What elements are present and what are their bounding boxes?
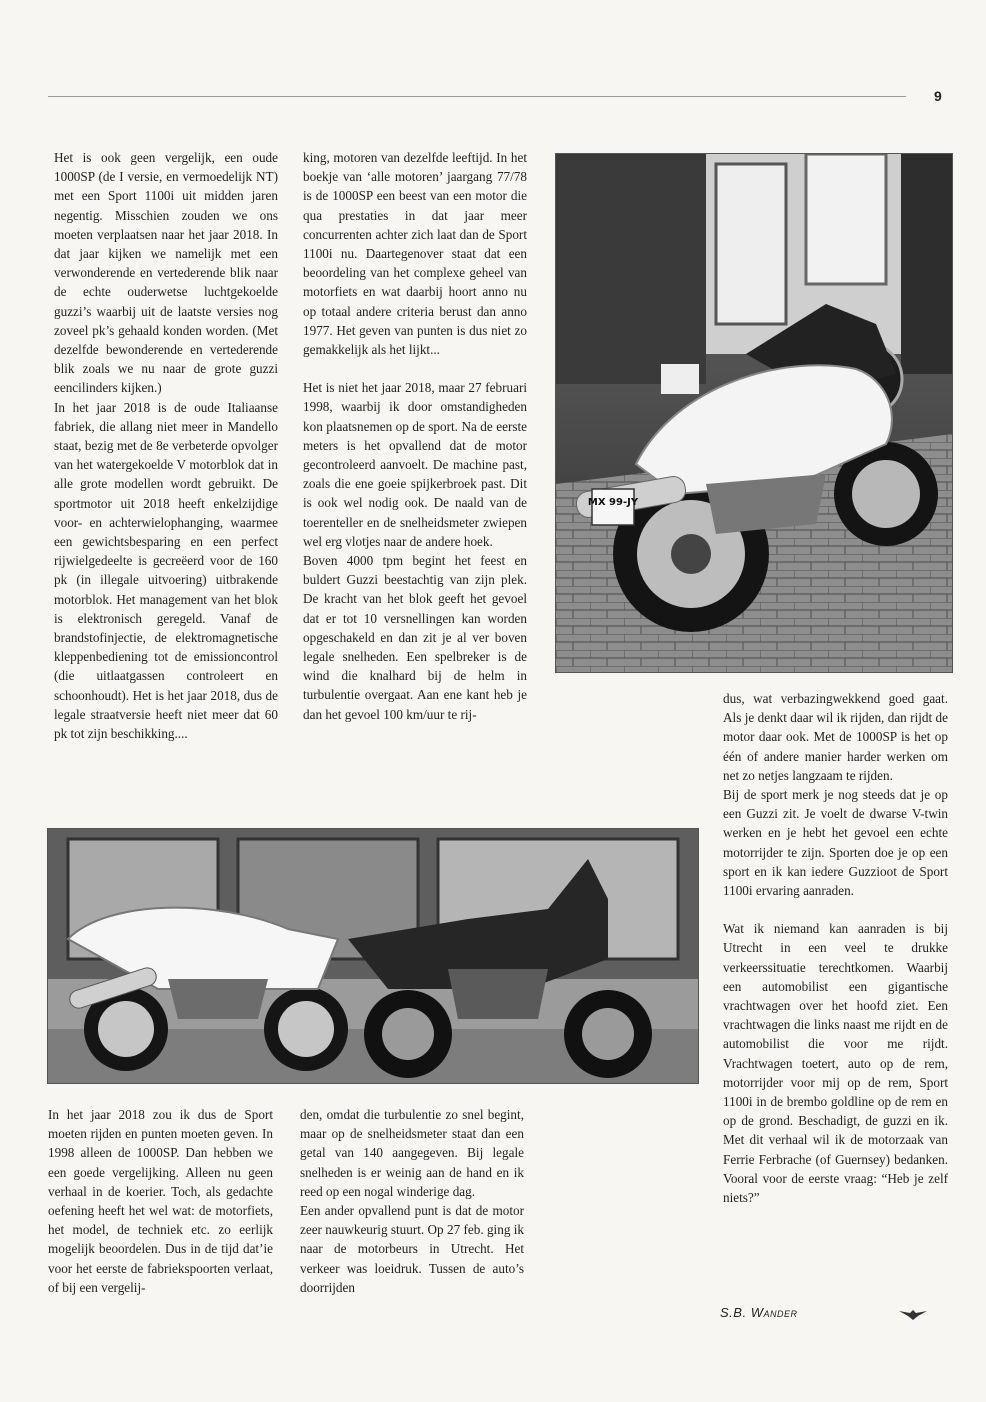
column-4 <box>48 1105 273 1297</box>
column-1 <box>54 148 278 743</box>
paragraph: Het is niet het jaar 2018, maar 27 februari 1998, waarbij ik door omstandigheden kon plaatsnemen op de sport. Na de eerste meters is het opvallend dat de motor gecontroleerd aanvoelt. De machine past, zoals die ene goeie spijkerbroek past. Dit is ook wel nodig ook. De naald van de toerenteller en de snelheidsmeter zwiepen wel erg vlotjes naar de andere hoek. <box>303 380 527 549</box>
paragraph: In het jaar 2018 is de oude Italiaanse fabriek, die allang niet meer in Mandello staat, bezig met de 8e verbeterde opvolger van het watergekoelde V motorblok dat in alle grote modellen wordt gebruikt. De sportmotor uit 2018 heeft enkelzijdige voor- en achterwielophanging, waarmee een gewichtsbesparing en een perfect rijwielgedeelte is gecreëerd voor de 160 pk (in illegale uitvoering) uitbrakende motorblok. Het management van het blok is elektronisch geregeld. Vanaf de brandstofinjectie, de elektromagnetische kleppenbediening tot de emissioncontrol (die uitlaatgassen controleert en schoonhoudt). Het is het jaar 2018, dus de legale straatversie heeft niet meer dat 60 pk tot zijn beschikking.... <box>54 399 278 742</box>
paragraph: Boven 4000 tpm begint het feest en buldert Guzzi beestachtig van zijn plek. De kracht van het blok geeft het gevoel dat er tot 10 versnellingen kan worden opgeschakeld en dan zit je al ver boven legale snelheden. Een spelbreker is de wind die knalhard bij de helm in turbulentie overgaat. Aan ene kant heb je dan het gevoel 100 km/uur te rij- <box>303 553 527 722</box>
page-number: 9 <box>934 88 942 104</box>
front-plate: MX 99-JY <box>587 497 639 508</box>
author-name: Wander <box>750 1305 798 1320</box>
photo-two-guzzis <box>47 828 699 1084</box>
photo-sport-1100i-parked <box>555 153 953 673</box>
author-initials: S.B. <box>720 1305 747 1320</box>
paragraph: Het is ook geen vergelijk, een oude 1000SP (de I versie, en vermoedelijk NT) met een Sport 1100i uit midden jaren negentig. Misschien zouden we ons moeten verplaatsen naar het jaar 2018. In dat jaar kijken we namelijk met een verwonderende en vertederende blik naar de echte ouderwetse luchtgekoelde guzzi’s waarbij uit de laatste versies nog zoveel pk’s gehaald konden worden. (Met dezelfde bewonderende en vertederende blik zoals we nu naar de grote guzzi eencilinders kijken.) <box>54 150 278 396</box>
paragraph: Bij de sport merk je nog steeds dat je op een Guzzi zit. Je voelt de dwarse V-twin werken en je hebt het gevoel een echte motorrijder te zijn. Sporten doe je op een sport en ik kan iedere Guzzioot de Sport 1100i ervaring aanraden. <box>723 787 948 899</box>
column-3 <box>723 689 948 1207</box>
paragraph: king, motoren van dezelfde leeftijd. In het boekje van ‘alle motoren’ jaargang 77/78 is de 1000SP een beest van een motor die qua prestaties in dat jaar meer concurrenten achter zich laat dan de Sport 1100i nu. Daartegenover staat dat een beoordeling van het complexe geheel van motorfiets en wat daarbij hoort anno nu op totaal andere criteria berust dan anno 1977. Het geven van punten is dus niet zo gemakkelijk als het lijkt... <box>303 150 527 358</box>
rear-plate <box>661 364 699 394</box>
paragraph: In het jaar 2018 zou ik dus de Sport moeten rijden en punten moeten geven. In 1998 alleen de 1000SP. Dan hebben we een goede vergelijking. Alleen nu geen verhaal in de koerier. Toch, als gedachte oefening heeft het wel wat: de motorfiets, het model, de techniek etc. zo eerlijk mogelijk beoordelen. Dus in de tijd dat’ie voor het eerste de fabriekspoorten verlaat, of bij een vergelij- <box>48 1107 273 1295</box>
column-2 <box>303 148 527 724</box>
eagle-logo-icon <box>898 1308 928 1327</box>
author-signature <box>720 1305 797 1320</box>
header-rule <box>48 96 906 97</box>
column-5 <box>300 1105 524 1297</box>
paragraph: dus, wat verbazingwekkend goed gaat. Als je denkt daar wil ik rijden, dan rijdt de motor daar ook. Met de 1000SP is het op één of andere manier harder werken om net zo netjes langzaam te rijden. <box>723 691 948 783</box>
paragraph: den, omdat die turbulentie zo snel begint, maar op de snelheidsmeter staat dan een getal van 140 aangegeven. Bij legale snelheden is er weinig aan de hand en ik reed op een nogal winderige dag. <box>300 1107 524 1199</box>
paragraph: Een ander opvallend punt is dat de motor zeer nauwkeurig stuurt. Op 27 feb. ging ik naar de motorbeurs in Utrecht. Het verkeer was loeidruk. Tussen de auto’s doorrijden <box>300 1203 524 1295</box>
paragraph: Wat ik niemand kan aanraden is bij Utrecht in een veel te drukke verkeerssituatie terechtkomen. Waarbij een automobilist een gigantische vrachtwagen over het hoofd ziet. Een vrachtwagen die links naast me rijdt en de automobilist die voor me rijdt. Vrachtwagen toetert, auto op de rem, motorrijder voor mij op de rem, Sport 1100i in de brembo goldline op de rem en op de grond. Beschadigt, de guzzi en ik. Met dit verhaal wil ik de motorzaak van Ferrie Ferbrache (of Guernsey) bedanken. Vooral voor de eerste vraag: “Heb je zelf niets?” <box>723 921 948 1206</box>
